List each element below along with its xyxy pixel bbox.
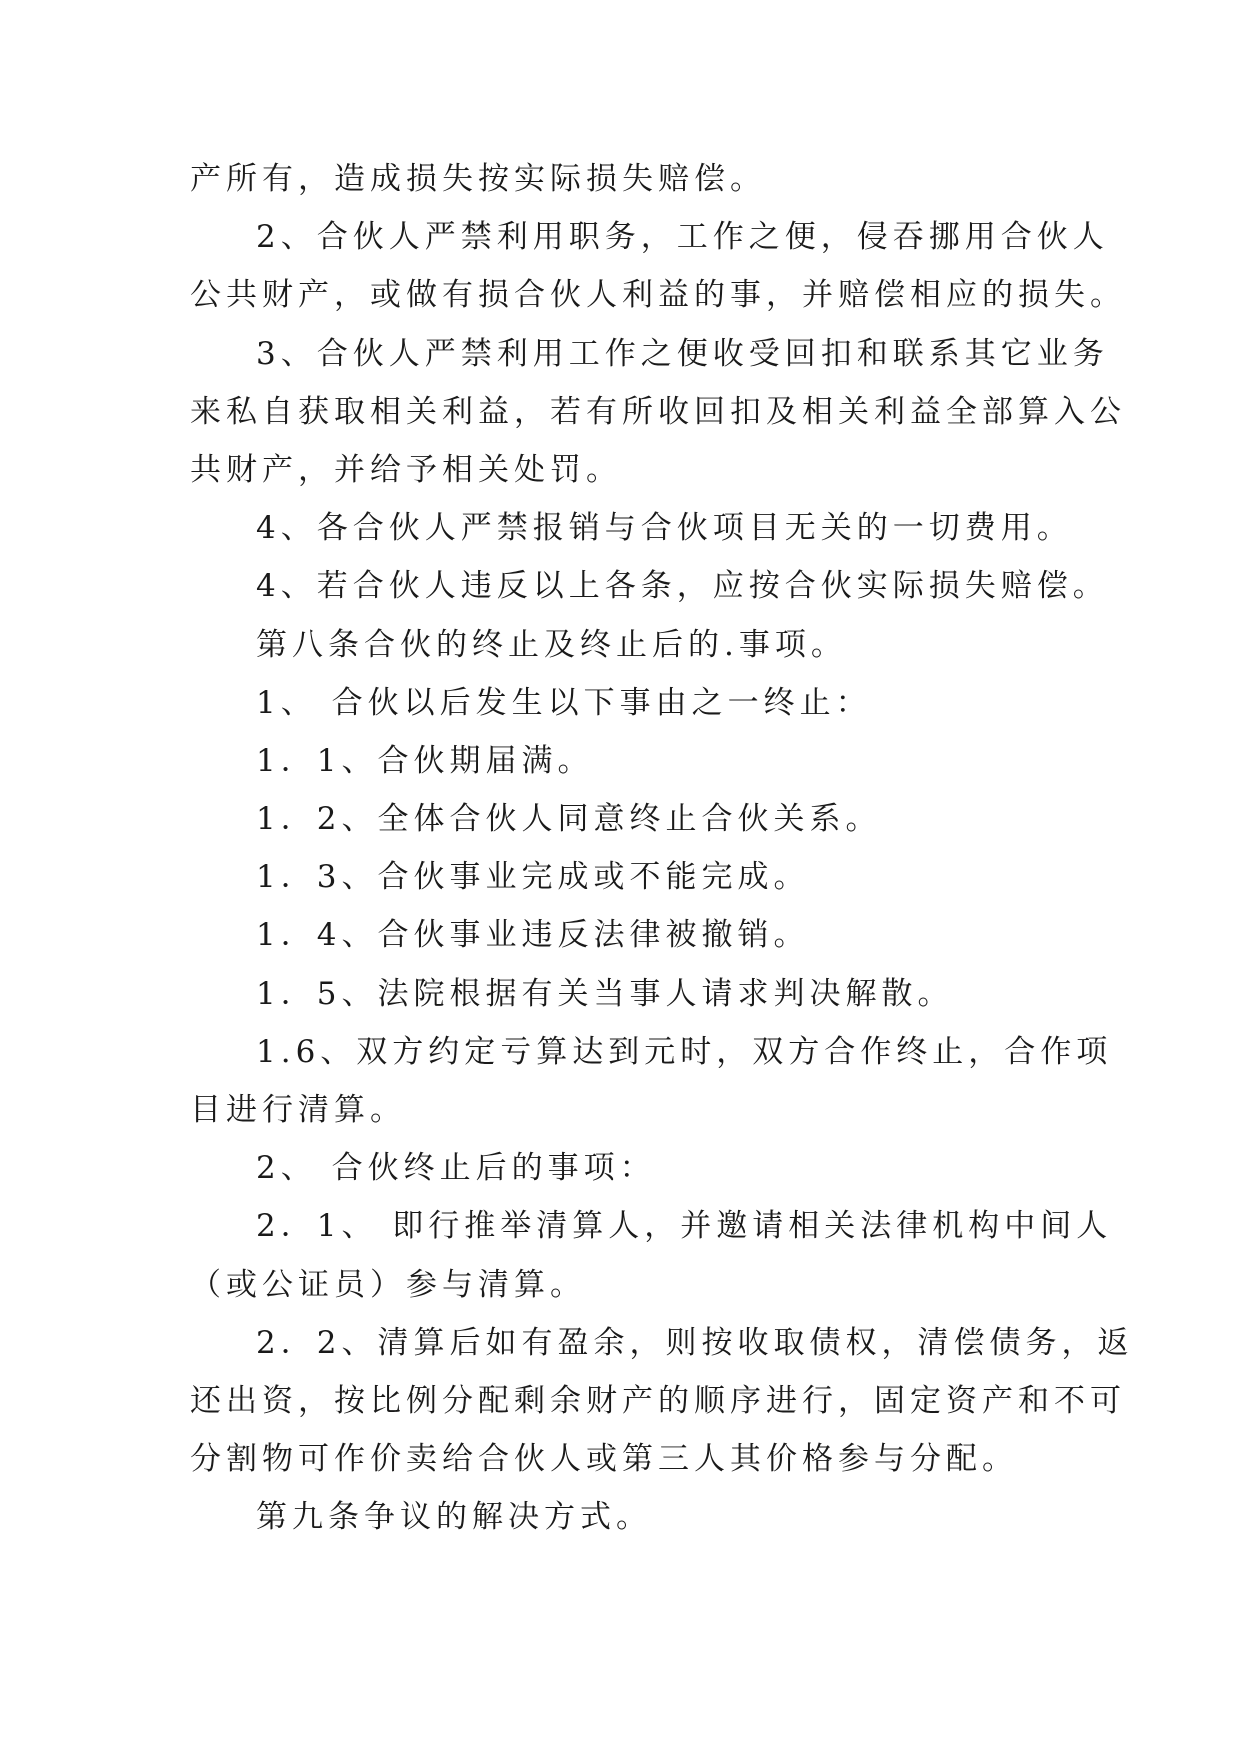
text-line: 1．3、合伙事业完成或不能完成。 <box>256 859 810 896</box>
text-line: 公共财产，或做有损合伙人利益的事，并赔偿相应的损失。 <box>190 277 1126 314</box>
section-heading: 第九条争议的解决方式。 <box>256 1499 652 1536</box>
text-line: 共财产，并给予相关处罚。 <box>190 451 622 488</box>
text-line: 1、 合伙以后发生以下事由之一终止： <box>256 684 872 721</box>
text-line: 4、各合伙人严禁报销与合伙项目无关的一切费用。 <box>256 510 1073 547</box>
text-line: 1．2、全体合伙人同意终止合伙关系。 <box>256 801 882 838</box>
text-line: 2．2、清算后如有盈余，则按收取债权，清偿债务，返 <box>256 1324 1134 1361</box>
text-line: 1．4、合伙事业违反法律被撤销。 <box>256 917 810 954</box>
text-line: 目进行清算。 <box>190 1092 406 1128</box>
section-heading: 第八条合伙的终止及终止后的.事项。 <box>256 626 847 663</box>
text-line: 还出资，按比例分配剩余财产的顺序进行，固定资产和不可 <box>190 1382 1126 1419</box>
text-line: 产所有，造成损失按实际损失赔偿。 <box>190 161 766 197</box>
text-line: 4、若合伙人违反以上各条，应按合伙实际损失赔偿。 <box>256 568 1109 605</box>
text-line: 分割物可作价卖给合伙人或第三人其价格参与分配。 <box>190 1441 1018 1478</box>
text-line: 1．5、法院根据有关当事人请求判决解散。 <box>256 975 954 1012</box>
text-line: （或公证员）参与清算。 <box>190 1266 586 1303</box>
text-line: 1.6、双方约定亏算达到元时，双方合作终止，合作项 <box>256 1033 1113 1070</box>
text-line: 来私自获取相关利益，若有所收回扣及相关利益全部算入公 <box>190 393 1126 430</box>
document-body <box>190 150 1134 1547</box>
text-line: 2、 合伙终止后的事项： <box>256 1150 656 1187</box>
text-line: 1．1、合伙期届满。 <box>256 742 594 779</box>
text-line: 2．1、 即行推举清算人，并邀请相关法律机构中间人 <box>256 1208 1113 1245</box>
text-line: 2、合伙人严禁利用职务，工作之便，侵吞挪用合伙人 <box>256 219 1109 256</box>
text-line: 3、合伙人严禁利用工作之便收受回扣和联系其它业务 <box>256 335 1109 372</box>
